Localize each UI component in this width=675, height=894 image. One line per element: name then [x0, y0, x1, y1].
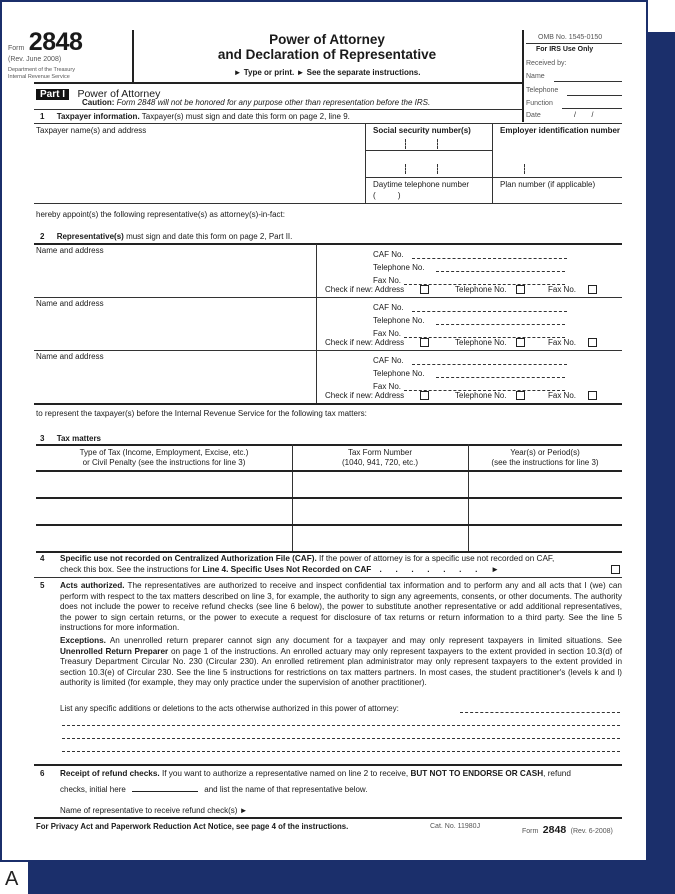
check-new-address-label: Check if new: Address	[325, 285, 405, 294]
taxpayer-name-field[interactable]	[36, 138, 361, 202]
tax-table-row	[36, 471, 622, 497]
telephone-field[interactable]	[436, 324, 565, 325]
part1-title: Power of Attorney	[77, 88, 161, 100]
telephone-label: Telephone No.	[373, 369, 425, 378]
tax-year-cell[interactable]	[468, 498, 622, 524]
rep-name-label: Name and address	[36, 352, 104, 361]
telephone-label: Telephone No.	[373, 263, 425, 272]
line4-text: Specific use not recorded on Centralized Authorization File (CAF). If the power of attorney is for a specific use not recorded on CAF, check this box. See the instructions for Line 4. Specific Uses Not Recorded on CAF . . . . . . . ►	[60, 554, 555, 574]
additions-line-3[interactable]	[62, 738, 620, 739]
part1-rule	[34, 109, 522, 110]
footer-form-id: Form 2848 (Rev. 6-2008)	[522, 824, 613, 836]
line4-bottom-rule	[34, 577, 622, 578]
representative-block-2	[2, 297, 650, 350]
form-word: Form	[8, 45, 25, 52]
plan-number-label: Plan number (if applicable)	[500, 180, 596, 189]
irs-telephone-label: Telephone	[526, 87, 559, 94]
cat-number: Cat. No. 11980J	[430, 823, 481, 830]
ssn-divider	[365, 150, 492, 151]
check-new-telephone-label: Telephone No.	[455, 391, 507, 400]
caf-label: CAF No.	[373, 356, 404, 365]
revision: (Rev. June 2008)	[8, 56, 62, 63]
tax-table-row	[36, 525, 622, 551]
line1-top-rule	[34, 123, 622, 124]
ssn-field-1[interactable]	[368, 140, 488, 150]
line1-divider-a	[365, 123, 366, 184]
line6-bottom-rule	[34, 817, 622, 819]
department: Department of the Treasury	[8, 67, 75, 73]
col-header-tax-form-number: Tax Form Number (1040, 941, 720, etc.)	[341, 448, 419, 467]
tax-table-bottom-rule	[36, 551, 622, 553]
rep-name-label: Name and address	[36, 299, 104, 308]
line1-bottom-rule	[34, 203, 622, 204]
line1-mid-rule	[365, 177, 622, 178]
fax-label: Fax No.	[373, 382, 402, 391]
additions-line-4[interactable]	[62, 751, 620, 752]
line5-bottom-rule	[34, 764, 622, 766]
caf-field[interactable]	[412, 258, 567, 259]
backdrop-right	[648, 32, 675, 894]
check-new-telephone-label: Telephone No.	[455, 338, 507, 347]
service: Internal Revenue Service	[8, 74, 70, 80]
specific-use-checkbox[interactable]	[611, 565, 620, 574]
col-header-type-of-tax: Type of Tax (Income, Employment, Excise, etc.) or Civil Penalty (see the instructions for line 3)	[79, 448, 249, 467]
irs-date-field[interactable]: / /	[574, 112, 594, 119]
rep-divider	[316, 350, 317, 403]
rep-name-field[interactable]	[36, 362, 312, 400]
title-line1: Power of Attorney	[269, 32, 385, 47]
telephone-field[interactable]	[436, 377, 565, 378]
irs-function-field[interactable]	[562, 108, 622, 109]
title-line2: and Declaration of Representative	[217, 47, 437, 62]
acts-authorized-text: Acts authorized. The representatives are authorized to receive and inspect confidential tax information and to perform any and all acts that I (we) can perform with respect to the tax matters described on line 3, for example, the authority to sign any agreements, consents, or other documents. The authority does not include the power to receive refund checks (see line 6 below), the power to substitute another representative or add additional representatives, the power to sign certain returns, or the power to execute a request for disclosure of tax returns or return information to a third party. See the line 5 instructions for more information.	[60, 581, 622, 633]
tax-form-cell[interactable]	[292, 471, 468, 497]
line3-heading: 3 Tax matters	[40, 434, 102, 443]
additions-line-2[interactable]	[62, 725, 620, 726]
fax-label: Fax No.	[373, 329, 402, 338]
additions-line-1[interactable]	[460, 712, 620, 713]
col-header-years: Year(s) or Period(s) (see the instructions for line 3)	[491, 448, 599, 467]
caf-field[interactable]	[412, 311, 567, 312]
tax-type-cell[interactable]	[36, 498, 292, 524]
irs-name-field[interactable]	[554, 81, 622, 82]
line2-bottom-rule	[34, 403, 622, 405]
tax-year-cell[interactable]	[468, 525, 622, 551]
representative-block-3	[2, 350, 650, 403]
tax-table-row	[36, 498, 622, 524]
refund-rep-name-field[interactable]	[277, 804, 620, 815]
tax-form-cell[interactable]	[292, 525, 468, 551]
new-fax-checkbox[interactable]	[588, 285, 597, 294]
caf-label: CAF No.	[373, 303, 404, 312]
fax-label: Fax No.	[373, 276, 402, 285]
ssn-label: Social security number(s)	[373, 126, 471, 135]
irs-telephone-field[interactable]	[567, 95, 622, 96]
refund-rep-name-label: Name of representative to receive refund check(s) ►	[60, 806, 248, 815]
list-additions-label: List any specific additions or deletions to the acts otherwise authorized in this power of attorney:	[60, 704, 399, 713]
rep-divider	[316, 244, 317, 297]
rep-name-field[interactable]	[36, 256, 312, 294]
taxpayer-name-label: Taxpayer name(s) and address	[36, 126, 147, 135]
rep-name-label: Name and address	[36, 246, 104, 255]
part1-badge: Part I	[36, 89, 69, 100]
irs-use-only: For IRS Use Only	[536, 46, 594, 53]
tax-table-top-rule	[36, 444, 622, 446]
caf-label: CAF No.	[373, 250, 404, 259]
line2-heading: 2 Representative(s) must sign and date this form on page 2, Part II.	[40, 232, 293, 241]
line1-divider-d	[492, 177, 493, 204]
new-address-checkbox[interactable]	[420, 285, 429, 294]
ssn-field-2[interactable]	[368, 162, 488, 176]
line4-number: 4	[40, 554, 45, 563]
rep-name-field[interactable]	[36, 309, 312, 347]
check-new-fax-label: Fax No.	[548, 391, 577, 400]
corner-label: A	[5, 868, 19, 890]
tax-type-cell[interactable]	[36, 525, 292, 551]
new-fax-checkbox[interactable]	[588, 391, 597, 400]
initial-here-field[interactable]	[132, 791, 198, 792]
check-new-fax-label: Fax No.	[548, 338, 577, 347]
check-new-address-label: Check if new: Address	[325, 338, 405, 347]
line6-text: Receipt of refund checks. If you want to authorize a representative named on line 2 to receive, BUT NOT TO ENDORSE OR CASH, refund	[60, 769, 571, 778]
ein-label: Employer identification number	[500, 126, 621, 135]
line5-number: 5	[40, 581, 45, 590]
irs-name-label: Name	[526, 73, 545, 80]
check-new-address-label: Check if new: Address	[325, 391, 405, 400]
line6-number: 6	[40, 769, 45, 778]
represent-text: to represent the taxpayer(s) before the Internal Revenue Service for the following tax matters:	[36, 409, 367, 418]
tax-year-cell[interactable]	[468, 471, 622, 497]
tax-form-cell[interactable]	[292, 498, 468, 524]
appoint-text: hereby appoint(s) the following representative(s) as attorney(s)-in-fact:	[36, 210, 285, 219]
new-telephone-checkbox[interactable]	[516, 391, 525, 400]
daytime-phone-label: Daytime telephone number	[373, 180, 470, 189]
rep-divider	[316, 297, 317, 350]
telephone-label: Telephone No.	[373, 316, 425, 325]
new-fax-checkbox[interactable]	[588, 338, 597, 347]
telephone-field[interactable]	[436, 271, 565, 272]
backdrop-bottom	[28, 862, 675, 894]
line6-initial-text: checks, initial here and list the name of that representative below.	[60, 785, 368, 794]
representative-block-1	[2, 244, 650, 297]
line1-heading: 1 Taxpayer information. Taxpayer(s) must sign and date this form on page 2, line 9.	[40, 112, 350, 121]
privacy-notice: For Privacy Act and Paperwork Reduction Act Notice, see page 4 of the instructions.	[36, 822, 349, 831]
check-new-telephone-label: Telephone No.	[455, 285, 507, 294]
caf-field[interactable]	[412, 364, 567, 365]
tax-type-cell[interactable]	[36, 471, 292, 497]
header-divider-right	[522, 30, 524, 122]
line1-divider-c	[365, 177, 366, 204]
check-new-fax-label: Fax No.	[548, 285, 577, 294]
form-id	[8, 28, 82, 57]
leader-dots: . . . . . . . ►	[379, 564, 500, 574]
new-address-checkbox[interactable]	[420, 391, 429, 400]
new-address-checkbox[interactable]	[420, 338, 429, 347]
irs-date-label: Date	[526, 112, 541, 119]
new-telephone-checkbox[interactable]	[516, 338, 525, 347]
irs-function-label: Function	[526, 100, 553, 107]
received-by: Received by:	[526, 60, 567, 67]
omb-underline	[526, 43, 622, 44]
daytime-phone-field[interactable]: ( )	[373, 191, 401, 200]
new-telephone-checkbox[interactable]	[516, 285, 525, 294]
exceptions-text: Exceptions. An unenrolled return preparer cannot sign any document for a taxpayer and may only represent taxpayers in limited situations. See Unenrolled Return Preparer on page 1 of the instructions. An enrolled actuary may only represent taxpayers to the extent provided in section 10.3(d) of Treasury Department Circular No. 230 (Circular 230). An enrolled retirement plan administrator may only represent taxpayers to the extent provided in section 10.3(e) of Circular 230. See the line 5 instructions for restrictions on tax matters partners. In most cases, the student practitioner's (levels k and l) authority is limited (for example, they may only practice under the supervision of another practitioner).	[60, 636, 623, 688]
omb-number: OMB No. 1545-0150	[538, 34, 603, 41]
ein-field[interactable]	[496, 152, 620, 176]
line1-divider-b	[492, 123, 493, 184]
form-number: 2848	[28, 28, 83, 56]
subtitle: ► Type or print. ► See the separate instructions.	[233, 68, 421, 77]
caution: Caution: Form 2848 will not be honored for any purpose other than representation before the IRS.	[82, 98, 431, 107]
